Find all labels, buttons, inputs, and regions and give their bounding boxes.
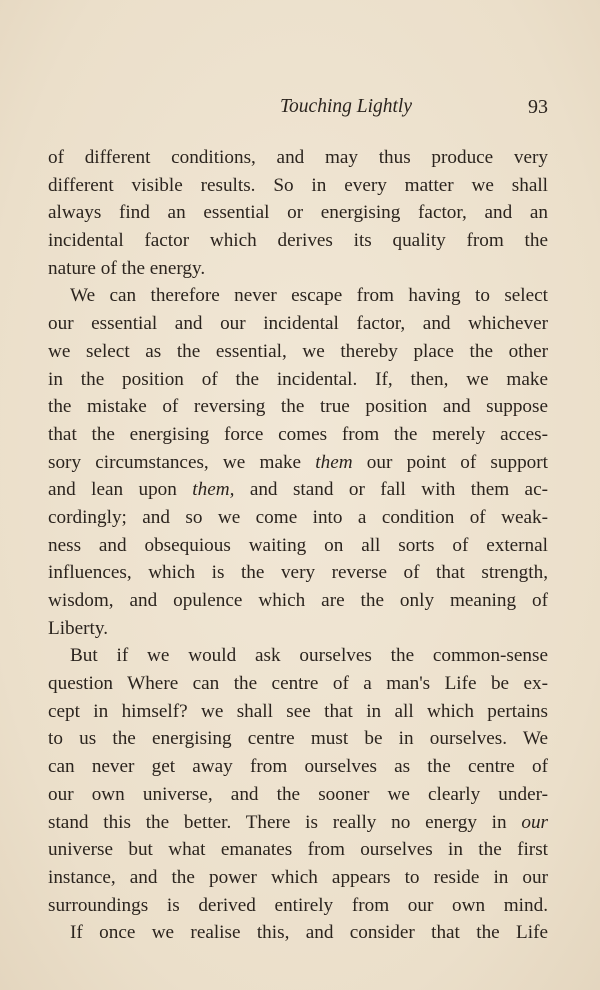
text-line (48, 753, 548, 781)
text-segment: instance, and the power which appears to reside in our (48, 866, 548, 888)
text-line (48, 310, 548, 338)
text-segment: nature of the energy. (48, 257, 206, 279)
text-segment: and lean upon (48, 479, 193, 501)
text-segment: Liberty. (48, 617, 109, 639)
text-segment: incidental factor which derives its quality from the (48, 230, 548, 252)
text-line (48, 255, 548, 283)
text-segment: sory circumstances, we make (48, 451, 316, 473)
text-segment: that the energising force comes from the merely acces- (48, 423, 548, 445)
text-line (48, 642, 548, 670)
text-segment: surroundings is derived entirely from our own mind. (48, 894, 548, 916)
text-segment: always find an essential or energising factor, and an (48, 202, 548, 224)
text-line (48, 559, 548, 587)
text-segment: can never get away from ourselves as the centre of (48, 756, 548, 778)
text-line (48, 282, 548, 310)
text-line (48, 809, 548, 837)
text-segment: But if we would ask ourselves the common-sense (70, 645, 548, 667)
text-segment: in the position of the incidental. If, then, we make (48, 368, 548, 390)
text-line (48, 587, 548, 615)
text-line (48, 338, 548, 366)
text-line (48, 864, 548, 892)
text-line (48, 227, 548, 255)
text-line (48, 393, 548, 421)
text-line (48, 366, 548, 394)
text-segment: the mistake of reversing the true position and suppose (48, 396, 548, 418)
text-line (48, 781, 548, 809)
text-segment: ness and obsequious waiting on all sorts of external (48, 534, 548, 556)
text-segment: our own universe, and the sooner we clearly under- (48, 783, 548, 805)
page-number: 93 (528, 96, 548, 118)
page-header (48, 96, 548, 124)
text-line (48, 199, 548, 227)
text-line (48, 836, 548, 864)
text-segment: we select as the essential, we thereby place the other (48, 340, 548, 362)
text-segment: cept in himself? we shall see that in all which pertains (48, 700, 548, 722)
text-line (48, 892, 548, 920)
text-segment: question Where can the centre of a man's Life be ex- (48, 673, 548, 695)
text-segment: our point of support (352, 451, 548, 473)
text-line (48, 172, 548, 200)
text-segment: different visible results. So in every matter we shall (48, 174, 548, 196)
text-line (48, 476, 548, 504)
running-title: Touching Lightly (279, 96, 412, 117)
text-segment: to us the energising centre must be in ourselves. We (48, 728, 548, 750)
text-line (48, 449, 548, 477)
text-line (48, 670, 548, 698)
text-segment: We can therefore never escape from having to select (70, 285, 548, 307)
text-line (48, 698, 548, 726)
italic-text: our (521, 811, 548, 833)
text-segment: cordingly; and so we come into a condition of weak- (48, 506, 548, 528)
text-segment: wisdom, and opulence which are the only meaning of (48, 590, 548, 611)
text-segment: universe but what emanates from ourselves in the first (48, 839, 548, 861)
text-line (48, 532, 548, 560)
text-line (48, 919, 548, 947)
text-line (48, 725, 548, 753)
text-segment: and stand or fall with them ac- (234, 479, 548, 501)
text-segment: influences, which is the very reverse of that strength, (48, 562, 548, 584)
text-line (48, 421, 548, 449)
body-text (48, 144, 548, 947)
text-line (48, 144, 548, 172)
text-line (48, 615, 548, 643)
text-segment: of different conditions, and may thus produce very (48, 147, 548, 168)
text-segment: If once we realise this, and consider that the Life (70, 922, 548, 944)
text-segment: stand this the better. There is really no energy in (48, 811, 522, 833)
text-segment: our essential and our incidental factor, and whichever (48, 313, 548, 335)
text-line (48, 504, 548, 532)
italic-text: them (315, 451, 353, 473)
italic-text: them, (192, 479, 235, 501)
